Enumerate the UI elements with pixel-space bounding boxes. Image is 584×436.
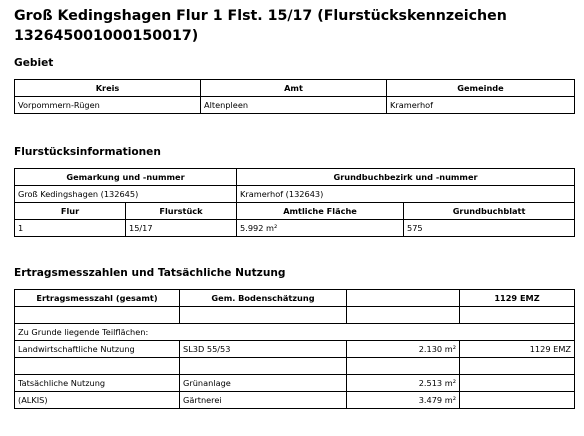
cell-grundbuchbezirk: Kramerhof (132643): [237, 186, 575, 203]
col-header-ertragsmesszahl: Ertragsmesszahl (gesamt): [15, 290, 180, 307]
cell: [180, 358, 347, 375]
cell-flaeche: 2.513 m²: [347, 375, 460, 392]
col-header-flur: Flur: [15, 203, 126, 220]
table-row: [15, 307, 575, 324]
col-header-kreis: Kreis: [15, 80, 201, 97]
flurstueck-table: [14, 168, 575, 237]
cell-flaeche: 3.479 m²: [347, 392, 460, 409]
cell: [15, 358, 180, 375]
cell: [347, 307, 460, 324]
cell-grundbuchblatt: 575: [404, 220, 575, 237]
cell-flaeche: 2.130 m²: [347, 341, 460, 358]
cell-gemarkung: Groß Kedingshagen (132645): [15, 186, 237, 203]
cell: [460, 392, 575, 409]
col-header-gemeinde: Gemeinde: [387, 80, 575, 97]
cell: [347, 358, 460, 375]
cell-nutzungsart: Grünanlage: [180, 375, 347, 392]
table-row: [15, 186, 575, 203]
col-header-amtliche-flaeche: Amtliche Fläche: [237, 203, 404, 220]
cell-amtliche-flaeche: 5.992 m²: [237, 220, 404, 237]
cell-nutzung: Landwirtschaftliche Nutzung: [15, 341, 180, 358]
gebiet-table: [14, 79, 575, 114]
table-row: [15, 392, 575, 409]
col-header-emz-total: 1129 EMZ: [460, 290, 575, 307]
cell: [460, 358, 575, 375]
cell-amt: Altenpleen: [201, 97, 387, 114]
cell-kreis: Vorpommern-Rügen: [15, 97, 201, 114]
table-row: [15, 97, 575, 114]
cell-gemeinde: Kramerhof: [387, 97, 575, 114]
cell: [180, 307, 347, 324]
table-row: [15, 324, 575, 341]
col-header-grundbuchblatt: Grundbuchblatt: [404, 203, 575, 220]
table-row: [15, 358, 575, 375]
col-header-amt: Amt: [201, 80, 387, 97]
cell-bodenschaetzung: SL3D 55/53: [180, 341, 347, 358]
table-row: [15, 220, 575, 237]
section-heading-gebiet: Gebiet: [14, 57, 54, 69]
cell-nutzungsart: Gärtnerei: [180, 392, 347, 409]
col-header-flaeche: [347, 290, 460, 307]
section-heading-flurstuecksinformationen: Flurstücksinformationen: [14, 146, 161, 158]
ertrag-table: [14, 289, 575, 409]
cell: [460, 375, 575, 392]
cell-flurstueck: 15/17: [126, 220, 237, 237]
page-title: Groß Kedingshagen Flur 1 Flst. 15/17 (Flurstückskennzeichen 132645001000150017): [14, 8, 507, 44]
table-row: [15, 341, 575, 358]
col-header-bodenschaetzung: Gem. Bodenschätzung: [180, 290, 347, 307]
table-row: [15, 375, 575, 392]
cell-flur: 1: [15, 220, 126, 237]
cell: [15, 307, 180, 324]
col-header-grundbuchbezirk: Grundbuchbezirk und -nummer: [237, 169, 575, 186]
cell-nutzung-label: Tatsächliche Nutzung: [15, 375, 180, 392]
cell-teilflaechen-label: Zu Grunde liegende Teilflächen:: [15, 324, 575, 341]
col-header-gemarkung: Gemarkung und -nummer: [15, 169, 237, 186]
cell: [460, 307, 575, 324]
col-header-flurstueck: Flurstück: [126, 203, 237, 220]
section-heading-ertragsmesszahlen: Ertragsmesszahlen und Tatsächliche Nutzung: [14, 267, 286, 279]
cell-emz: 1129 EMZ: [460, 341, 575, 358]
cell-nutzung-source: (ALKIS): [15, 392, 180, 409]
